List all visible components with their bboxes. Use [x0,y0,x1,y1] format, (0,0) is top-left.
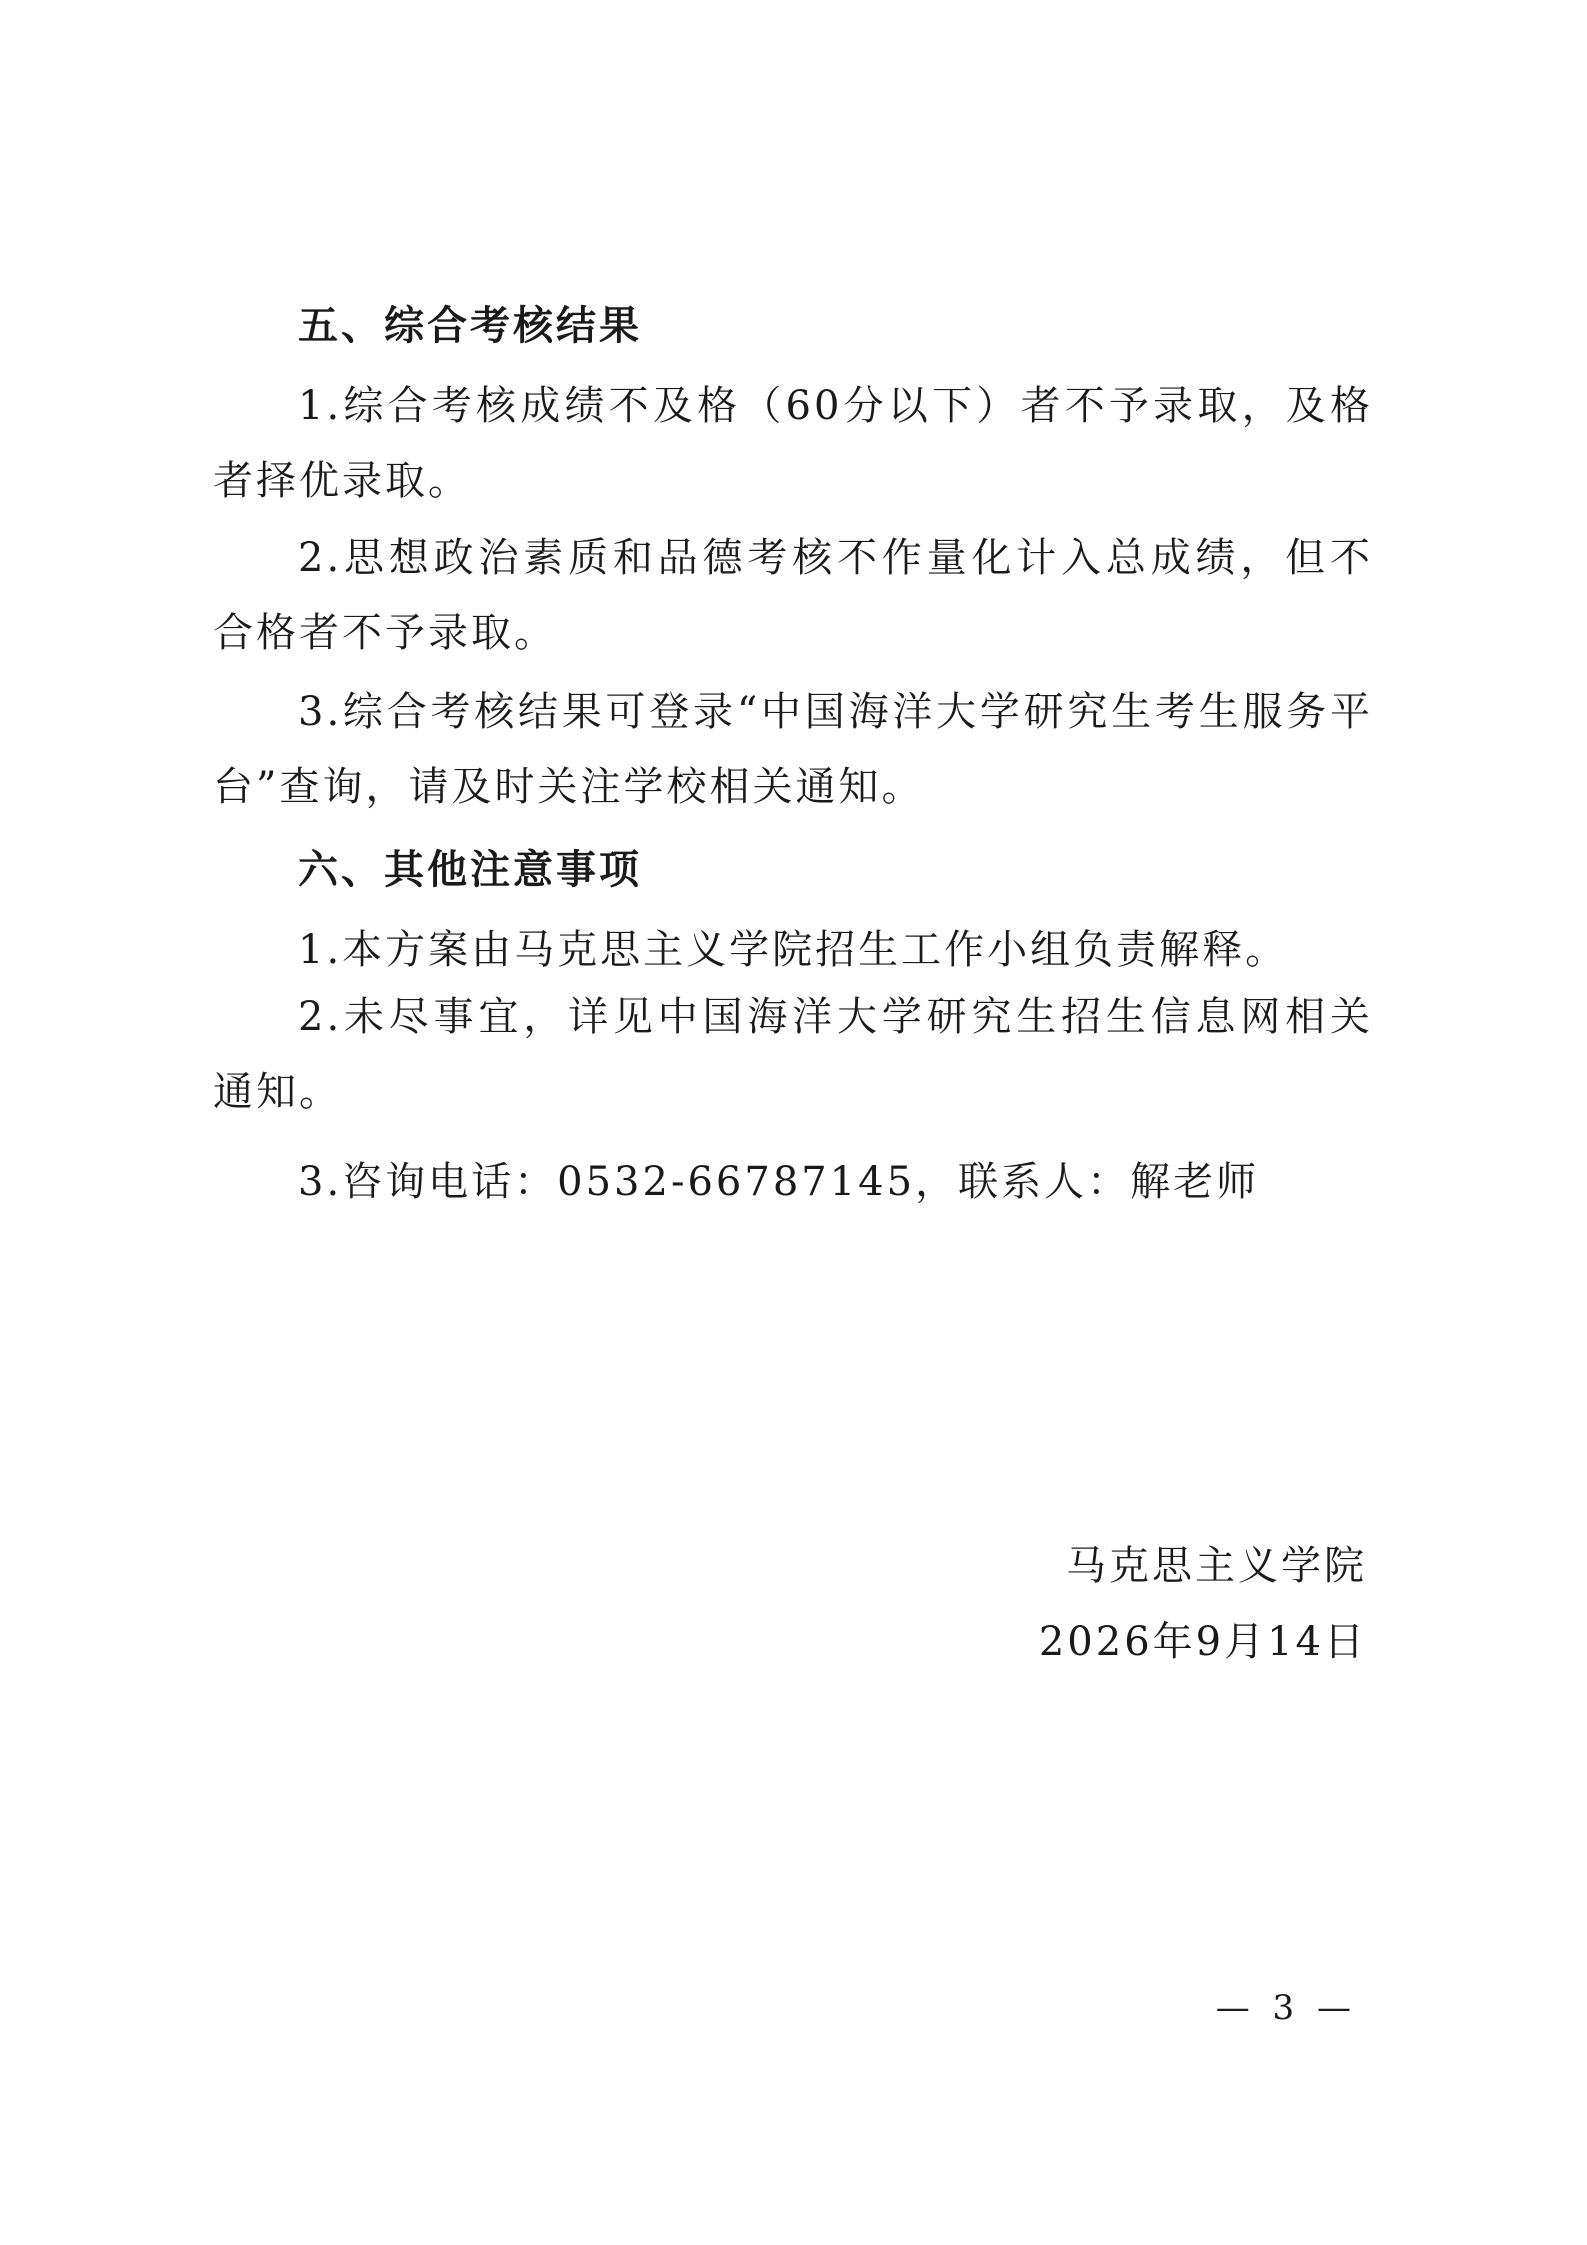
section-5-item-2: 2.思想政治素质和品德考核不作量化计入总成绩，但不合格者不予录取。 [213,535,1373,656]
signature-date: 2026年9月14日 [1038,1619,1367,1665]
section-6-item-3: 3.咨询电话：0532-66787145，联系人：解老师 [298,1159,1260,1205]
page-number: — 3 — [1215,1988,1357,2028]
section-6-item-2: 2.未尽事宜，详见中国海洋大学研究生招生信息网相关通知。 [213,994,1373,1115]
section-6-item-1: 1.本方案由马克思主义学院招生工作小组负责解释。 [298,927,1289,973]
section-5-item-1: 1.综合考核成绩不及格（60分以下）者不予录取，及格者择优录取。 [213,383,1373,504]
section-heading-6: 六、其他注意事项 [298,847,642,893]
signature-organization: 马克思主义学院 [1066,1543,1367,1589]
section-5-item-3: 3.综合考核结果可登录“中国海洋大学研究生考生服务平台”查询，请及时关注学校相关通知。 [213,689,1373,810]
section-heading-5: 五、综合考核结果 [298,303,642,349]
